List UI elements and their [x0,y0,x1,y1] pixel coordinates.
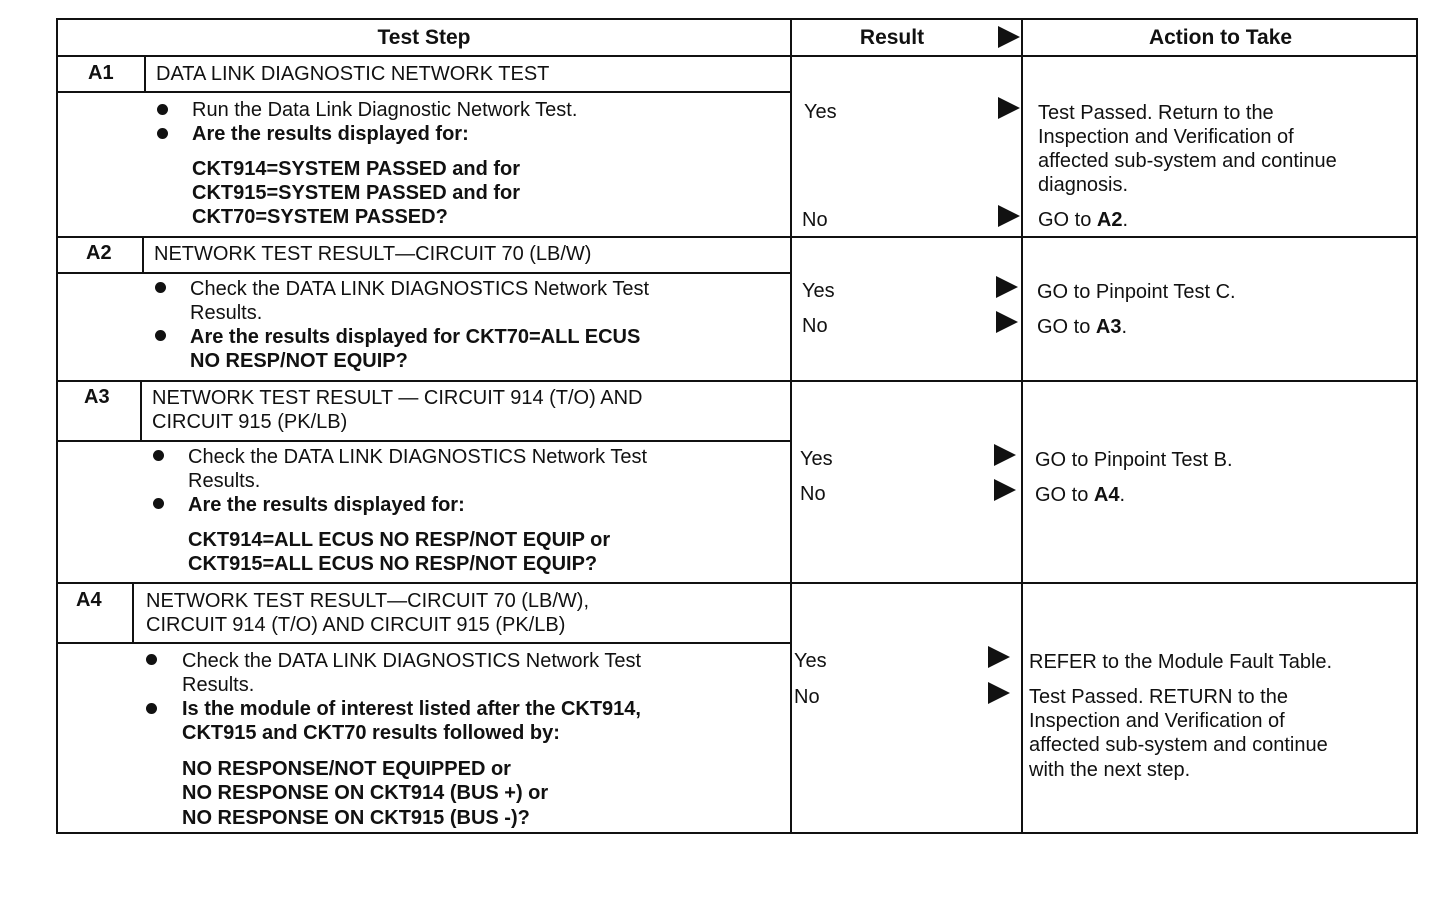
arrow-right-icon [998,97,1020,119]
bullet-icon [146,654,157,665]
bullet-icon [146,703,157,714]
id-divider [142,238,144,272]
title-divider [58,642,790,644]
result-no: No [794,686,820,708]
result-yes: Yes [802,280,835,302]
column-divider-result [790,20,792,832]
diagnostic-table [56,18,1418,834]
bullet-icon [157,128,168,139]
step-detail: CKT915=SYSTEM PASSED and for [192,182,521,204]
action-goto [1037,315,1127,339]
bullet-icon [155,330,166,341]
bullet-icon [155,282,166,293]
result-yes: Yes [800,448,833,470]
result-no: No [802,209,828,231]
action-goto-prefix: GO to [1038,209,1097,231]
action-goto-prefix: GO to [1037,316,1096,338]
arrow-right-icon [988,682,1010,704]
step-bullet-text: Run the Data Link Diagnostic Network Test. [192,99,578,121]
bullet-icon [157,104,168,115]
result-yes: Yes [794,650,827,672]
header-test-step: Test Step [377,26,471,49]
arrow-right-icon [988,646,1010,668]
step-id: A2 [86,242,112,264]
step-title: CIRCUIT 915 (PK/LB) [152,411,348,433]
action-goto-target: A3 [1095,316,1122,338]
action-text: Test Passed. Return to the [1038,102,1274,124]
action-text: Inspection and Verification of [1038,126,1294,148]
step-detail: NO RESPONSE ON CKT915 (BUS -)? [182,807,530,829]
arrow-right-icon [996,311,1018,333]
step-bullet-text: NO RESP/NOT EQUIP? [190,350,408,372]
step-id: A3 [84,386,110,408]
step-bullet-text: Check the DATA LINK DIAGNOSTICS Network Test [182,650,642,672]
step-bullet-text: Check the DATA LINK DIAGNOSTICS Network Test [188,446,648,468]
bullet-icon [153,498,164,509]
header-action: Action to Take [1148,26,1293,49]
step-id: A1 [88,62,114,84]
action-goto [1038,208,1128,232]
id-divider [144,57,146,91]
result-yes: Yes [804,101,837,123]
step-detail: NO RESPONSE/NOT EQUIPPED or [182,758,511,780]
step-detail: CKT915=ALL ECUS NO RESP/NOT EQUIP? [188,553,598,575]
action-text: diagnosis. [1038,174,1129,196]
step-bullet-text: Check the DATA LINK DIAGNOSTICS Network Test [190,278,650,300]
step-bullet-text: Results. [182,674,255,696]
title-divider [58,440,790,442]
action-text: GO to Pinpoint Test B. [1035,449,1233,471]
action-text: affected sub-system and continue [1029,734,1328,756]
id-divider [140,382,142,440]
action-text: REFER to the Module Fault Table. [1029,651,1333,673]
action-text: Test Passed. RETURN to the [1029,686,1288,708]
action-goto-suffix: . [1119,484,1126,506]
step-detail: CKT914=SYSTEM PASSED and for [192,158,521,180]
step-title: NETWORK TEST RESULT—CIRCUIT 70 (LB/W), [146,590,590,612]
id-divider [132,584,134,642]
step-detail: CKT70=SYSTEM PASSED? [192,206,448,228]
action-goto-suffix: . [1122,209,1129,231]
arrow-right-icon [994,479,1016,501]
header-arrow-icon [998,26,1020,48]
step-divider [58,380,1416,382]
action-goto-target: A4 [1093,484,1120,506]
arrow-right-icon [994,444,1016,466]
title-divider [58,91,790,93]
result-no: No [800,483,826,505]
title-divider [58,272,790,274]
action-goto [1035,483,1125,507]
action-goto-target: A2 [1096,209,1123,231]
action-goto-prefix: GO to [1035,484,1094,506]
step-detail: NO RESPONSE ON CKT914 (BUS +) or [182,782,549,804]
step-bullet-text: Are the results displayed for: [192,123,469,145]
result-no: No [802,315,828,337]
arrow-right-icon [998,205,1020,227]
step-bullet-text: CKT915 and CKT70 results followed by: [182,722,560,744]
arrow-right-icon [996,276,1018,298]
step-title: NETWORK TEST RESULT—CIRCUIT 70 (LB/W) [154,243,592,265]
action-text: affected sub-system and continue [1038,150,1337,172]
step-title: DATA LINK DIAGNOSTIC NETWORK TEST [156,63,550,85]
header-divider [58,55,1416,57]
step-divider [58,236,1416,238]
action-text: GO to Pinpoint Test C. [1037,281,1236,303]
step-detail: CKT914=ALL ECUS NO RESP/NOT EQUIP or [188,529,611,551]
column-divider-action [1021,20,1023,832]
step-divider [58,582,1416,584]
step-title: CIRCUIT 914 (T/O) AND CIRCUIT 915 (PK/LB) [146,614,566,636]
action-text: Inspection and Verification of [1029,710,1285,732]
step-bullet-text: Is the module of interest listed after the CKT914, [182,698,641,720]
bullet-icon [153,450,164,461]
step-bullet-text: Results. [190,302,263,324]
step-bullet-text: Results. [188,470,261,492]
header-result: Result [859,26,925,49]
step-id: A4 [76,589,102,611]
step-bullet-text: Are the results displayed for: [188,494,465,516]
action-goto-suffix: . [1121,316,1128,338]
step-title: NETWORK TEST RESULT — CIRCUIT 914 (T/O) AND [152,387,643,409]
step-bullet-text: Are the results displayed for CKT70=ALL ECUS [190,326,641,348]
action-text: with the next step. [1029,759,1191,781]
